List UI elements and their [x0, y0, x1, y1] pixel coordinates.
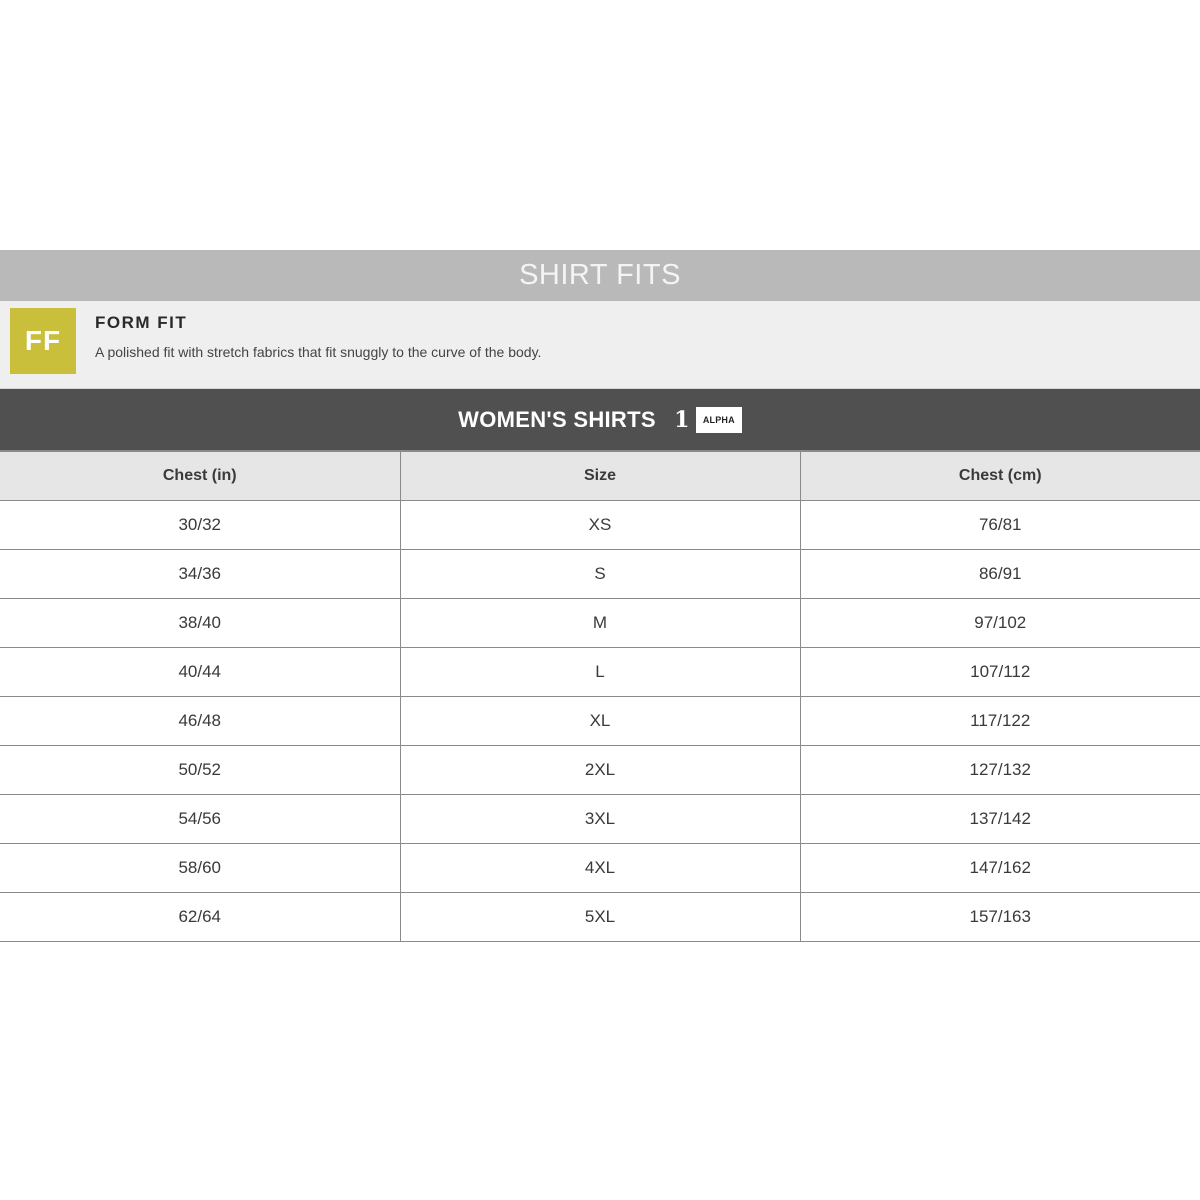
column-header-size: Size [400, 451, 800, 501]
form-fit-description: A polished fit with stretch fabrics that fit snuggly to the curve of the body. [95, 344, 542, 360]
cell-chest-cm: 76/81 [800, 501, 1200, 550]
size-chart [0, 250, 1200, 942]
cell-chest-cm: 86/91 [800, 550, 1200, 599]
cell-chest-cm: 147/162 [800, 844, 1200, 893]
cell-chest-cm: 137/142 [800, 795, 1200, 844]
table-row [0, 893, 1200, 942]
cell-chest-in: 54/56 [0, 795, 400, 844]
size-table [0, 450, 1200, 942]
table-header-row [0, 451, 1200, 501]
cell-chest-in: 38/40 [0, 599, 400, 648]
table-row [0, 795, 1200, 844]
form-fit-title: FORM FIT [95, 313, 188, 332]
shirt-fits-title: SHIRT FITS [519, 259, 681, 291]
womens-shirts-header [0, 389, 1200, 450]
column-header-chest-in: Chest (in) [0, 451, 400, 501]
table-row [0, 844, 1200, 893]
cell-chest-in: 30/32 [0, 501, 400, 550]
cell-size: 2XL [400, 746, 800, 795]
table-row [0, 501, 1200, 550]
cell-chest-in: 34/36 [0, 550, 400, 599]
cell-chest-in: 40/44 [0, 648, 400, 697]
cell-size: M [400, 599, 800, 648]
cell-size: 4XL [400, 844, 800, 893]
table-row [0, 599, 1200, 648]
cell-chest-cm: 127/132 [800, 746, 1200, 795]
cell-size: S [400, 550, 800, 599]
table-row [0, 648, 1200, 697]
alpha-size-tag: ALPHA [696, 407, 742, 433]
alpha-size-logo [672, 407, 742, 433]
table-row [0, 550, 1200, 599]
womens-shirts-title: WOMEN'S SHIRTS [458, 406, 656, 432]
cell-size: L [400, 648, 800, 697]
cell-chest-in: 62/64 [0, 893, 400, 942]
cell-chest-in: 46/48 [0, 697, 400, 746]
cell-size: XL [400, 697, 800, 746]
alpha-size-number: 1 [674, 406, 690, 433]
table-row [0, 697, 1200, 746]
cell-chest-in: 58/60 [0, 844, 400, 893]
column-header-chest-cm: Chest (cm) [800, 451, 1200, 501]
cell-chest-cm: 97/102 [800, 599, 1200, 648]
form-fit-badge: FF [10, 308, 76, 374]
cell-size: XS [400, 501, 800, 550]
shirt-fits-header [0, 250, 1200, 301]
form-fit-row [0, 301, 1200, 389]
cell-chest-cm: 157/163 [800, 893, 1200, 942]
cell-chest-cm: 117/122 [800, 697, 1200, 746]
cell-size: 5XL [400, 893, 800, 942]
cell-size: 3XL [400, 795, 800, 844]
table-row [0, 746, 1200, 795]
cell-chest-in: 50/52 [0, 746, 400, 795]
cell-chest-cm: 107/112 [800, 648, 1200, 697]
